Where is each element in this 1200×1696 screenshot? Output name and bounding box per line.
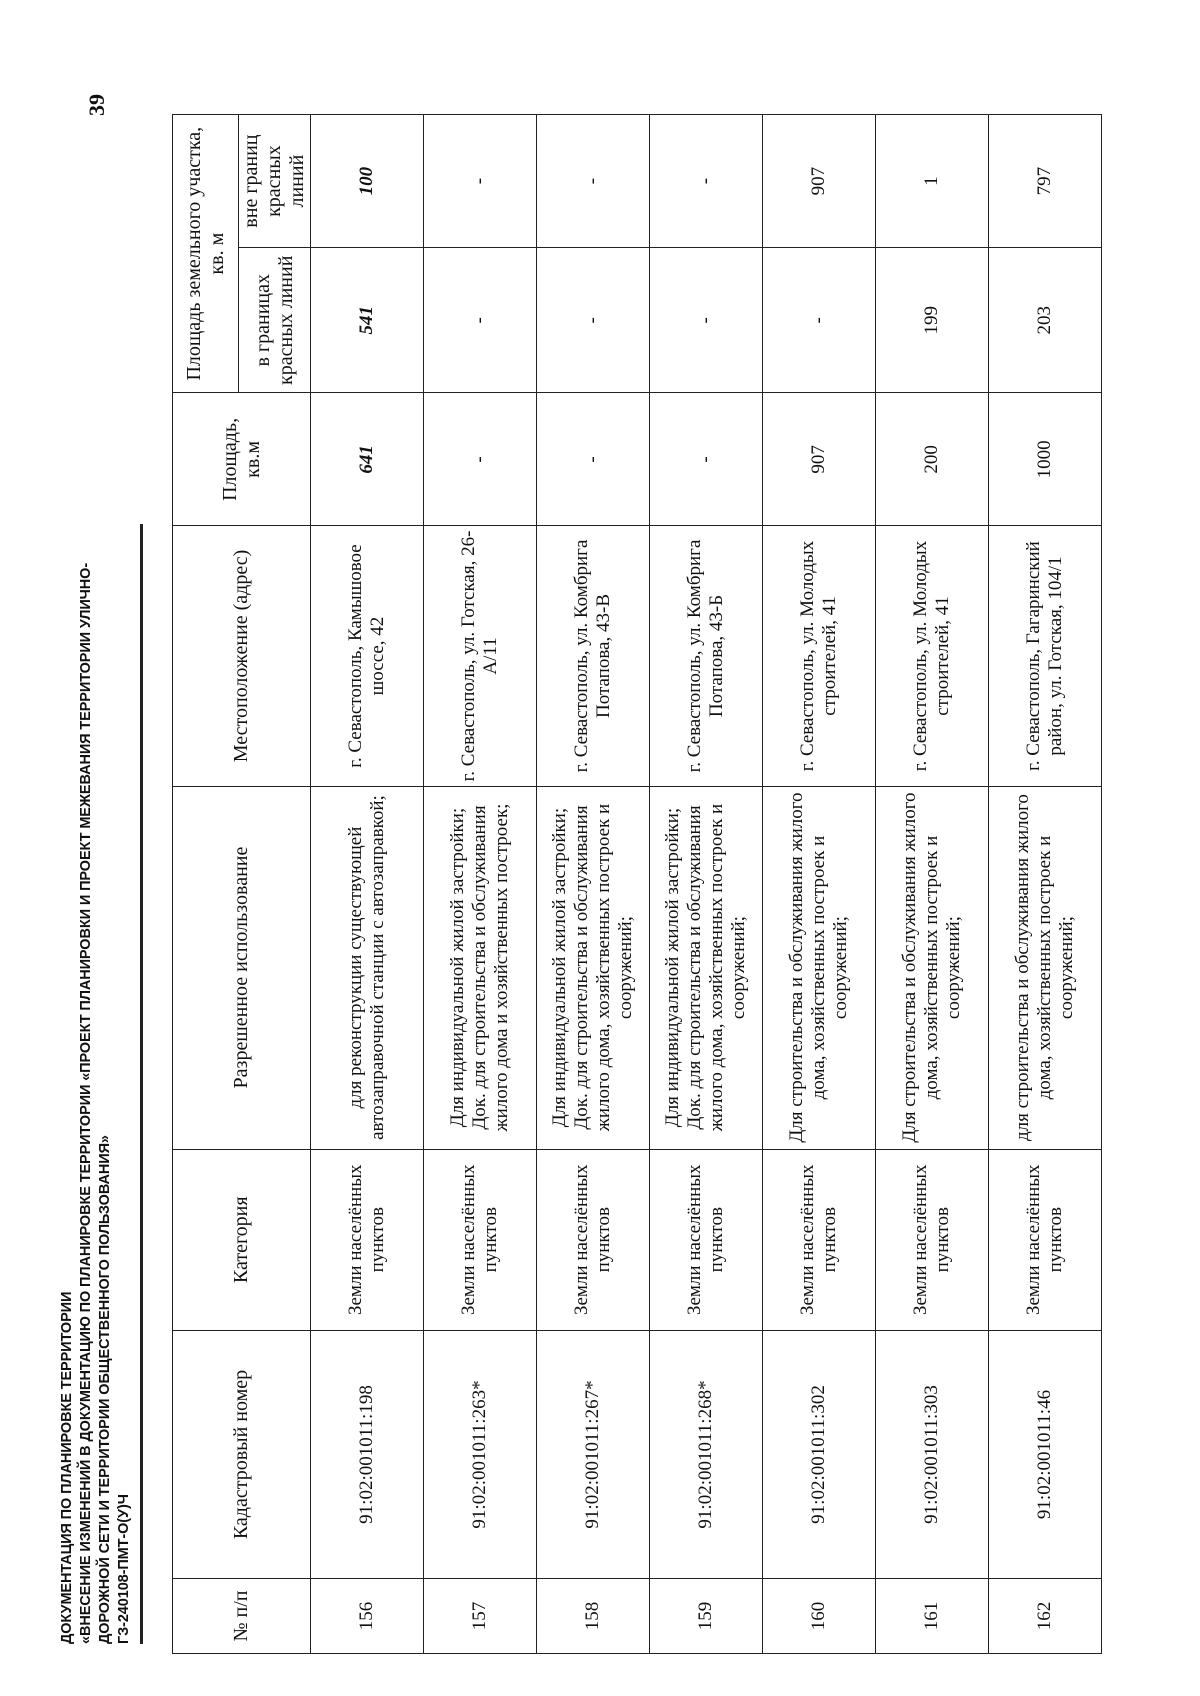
cell-num: 157 — [424, 1579, 537, 1654]
cell-inside-red-lines: - — [537, 248, 650, 393]
cell-num: 159 — [650, 1579, 763, 1654]
header-rule — [140, 524, 143, 1644]
cell-category: Земли населённых пунктов — [650, 1149, 763, 1330]
cell-inside-red-lines: 541 — [311, 248, 424, 393]
cell-outside-red-lines: 797 — [989, 115, 1102, 248]
col-header-outside-red-lines: вне границ красных линий — [239, 115, 311, 248]
cell-location: г. Севастополь, Гагаринский район, ул. Готская, 104/1 — [989, 526, 1102, 786]
cell-outside-red-lines: - — [650, 115, 763, 248]
cell-cadastral: 91:02:001011:302 — [763, 1330, 876, 1578]
cell-num: 162 — [989, 1579, 1102, 1654]
cell-category: Земли населённых пунктов — [537, 1149, 650, 1330]
cell-permitted-use: Для индивидуальной жилой застройки; Док. для строительства и обслуживания жилого дома, хозяйственных построек и сооружений; — [537, 786, 650, 1149]
cell-outside-red-lines: - — [537, 115, 650, 248]
cell-area: 641 — [311, 393, 424, 526]
col-header-permitted-use: Разрешенное использование — [173, 786, 311, 1149]
cell-inside-red-lines: - — [424, 248, 537, 393]
cell-cadastral: 91:02:001011:303 — [876, 1330, 989, 1578]
cell-category: Земли населённых пунктов — [763, 1149, 876, 1330]
cell-cadastral: 91:02:001011:46 — [989, 1330, 1102, 1578]
cell-inside-red-lines: - — [650, 248, 763, 393]
col-header-area: Площадь, кв.м — [173, 393, 311, 526]
cell-cadastral: 91:02:001011:268* — [650, 1330, 763, 1578]
cell-permitted-use: Для строительства и обслуживания жилого дома, хозяйственных построек и сооружений; — [763, 786, 876, 1149]
cell-cadastral: 91:02:001011:198 — [311, 1330, 424, 1578]
col-header-category: Категория — [173, 1149, 311, 1330]
cell-cadastral: 91:02:001011:267* — [537, 1330, 650, 1578]
table-row — [650, 115, 763, 1654]
page-number: 39 — [84, 94, 109, 116]
table-row — [424, 115, 537, 1654]
col-header-num: № п/п — [173, 1579, 311, 1654]
cell-outside-red-lines: - — [424, 115, 537, 248]
cell-permitted-use: Для индивидуальной жилой застройки; Док. для строительства и обслуживания жилого дома, хозяйственных построек и сооружений; — [650, 786, 763, 1149]
header-line-1: ДОКУМЕНТАЦИЯ ПО ПЛАНИРОВКЕ ТЕРРИТОРИИ — [59, 1291, 75, 1644]
table-row — [989, 115, 1102, 1654]
cell-permitted-use: Для строительства и обслуживания жилого дома, хозяйственных построек и сооружений; — [876, 786, 989, 1149]
cell-location: г. Севастополь, ул. Молодых строителей, 41 — [876, 526, 989, 786]
table-row — [763, 115, 876, 1654]
cell-area: 200 — [876, 393, 989, 526]
cell-num: 158 — [537, 1579, 650, 1654]
cell-area: - — [537, 393, 650, 526]
cell-area: - — [424, 393, 537, 526]
cell-category: Земли населённых пунктов — [989, 1149, 1102, 1330]
col-header-location: Местоположение (адрес) — [173, 526, 311, 786]
cell-area: 1000 — [989, 393, 1102, 526]
cell-inside-red-lines: 199 — [876, 248, 989, 393]
cell-area: - — [650, 393, 763, 526]
cell-location: г. Севастополь, ул. Готская, 26-А/11 — [424, 526, 537, 786]
col-header-cadastral: Кадастровый номер — [173, 1330, 311, 1578]
col-header-inside-red-lines: в границах красных линий — [239, 248, 311, 393]
table-row — [537, 115, 650, 1654]
cell-num: 160 — [763, 1579, 876, 1654]
cell-location: г. Севастополь, ул. Комбрига Потапова, 43-В — [537, 526, 650, 786]
cell-location: г. Севастополь, ул. Молодых строителей, 41 — [763, 526, 876, 786]
land-plots-table — [172, 114, 1102, 1654]
cell-location: г. Севастополь, Камышовое шоссе, 42 — [311, 526, 424, 786]
cell-permitted-use: для реконструкции существующей автозаправочной станции с автозаправкой; — [311, 786, 424, 1149]
table-row — [311, 115, 424, 1654]
cell-cadastral: 91:02:001011:263* — [424, 1330, 537, 1578]
cell-outside-red-lines: 1 — [876, 115, 989, 248]
header-line-2: «ВНЕСЕНИЕ ИЗМЕНЕНИЙ В ДОКУМЕНТАЦИЮ ПО ПЛАНИРОВКЕ ТЕРРИТОРИИ «ПРОЕКТ ПЛАНИРОВКИ И ПРОЕКТ МЕЖЕВАНИЯ ТЕРРИТОРИИ УЛИЧНО- — [78, 562, 94, 1644]
col-header-land-area-group: Площадь земельного участка, кв. м — [173, 115, 239, 393]
cell-outside-red-lines: 907 — [763, 115, 876, 248]
cell-permitted-use: Для индивидуальной жилой застройки; Док. для строительства и обслуживания жилого дома и хозяйственных построек; — [424, 786, 537, 1149]
cell-inside-red-lines: - — [763, 248, 876, 393]
cell-permitted-use: для строительства и обслуживания жилого дома, хозяйственных построек и сооружений; — [989, 786, 1102, 1149]
cell-num: 161 — [876, 1579, 989, 1654]
cell-category: Земли населённых пунктов — [876, 1149, 989, 1330]
table-row — [876, 115, 989, 1654]
cell-inside-red-lines: 203 — [989, 248, 1102, 393]
cell-outside-red-lines: 100 — [311, 115, 424, 248]
cell-category: Земли населённых пунктов — [424, 1149, 537, 1330]
header-line-3: ДОРОЖНОЙ СЕТИ И ТЕРРИТОРИИ ОБЩЕСТВЕННОГО ПОЛЬЗОВАНИЯ» — [97, 1135, 113, 1644]
cell-location: г. Севастополь, ул. Комбрига Потапова, 43-Б — [650, 526, 763, 786]
cell-area: 907 — [763, 393, 876, 526]
cell-num: 156 — [311, 1579, 424, 1654]
header-line-4: ГЗ-240108-ПМТ-О(У)Ч — [116, 1494, 132, 1644]
cell-category: Земли населённых пунктов — [311, 1149, 424, 1330]
document-header — [58, 544, 134, 1644]
